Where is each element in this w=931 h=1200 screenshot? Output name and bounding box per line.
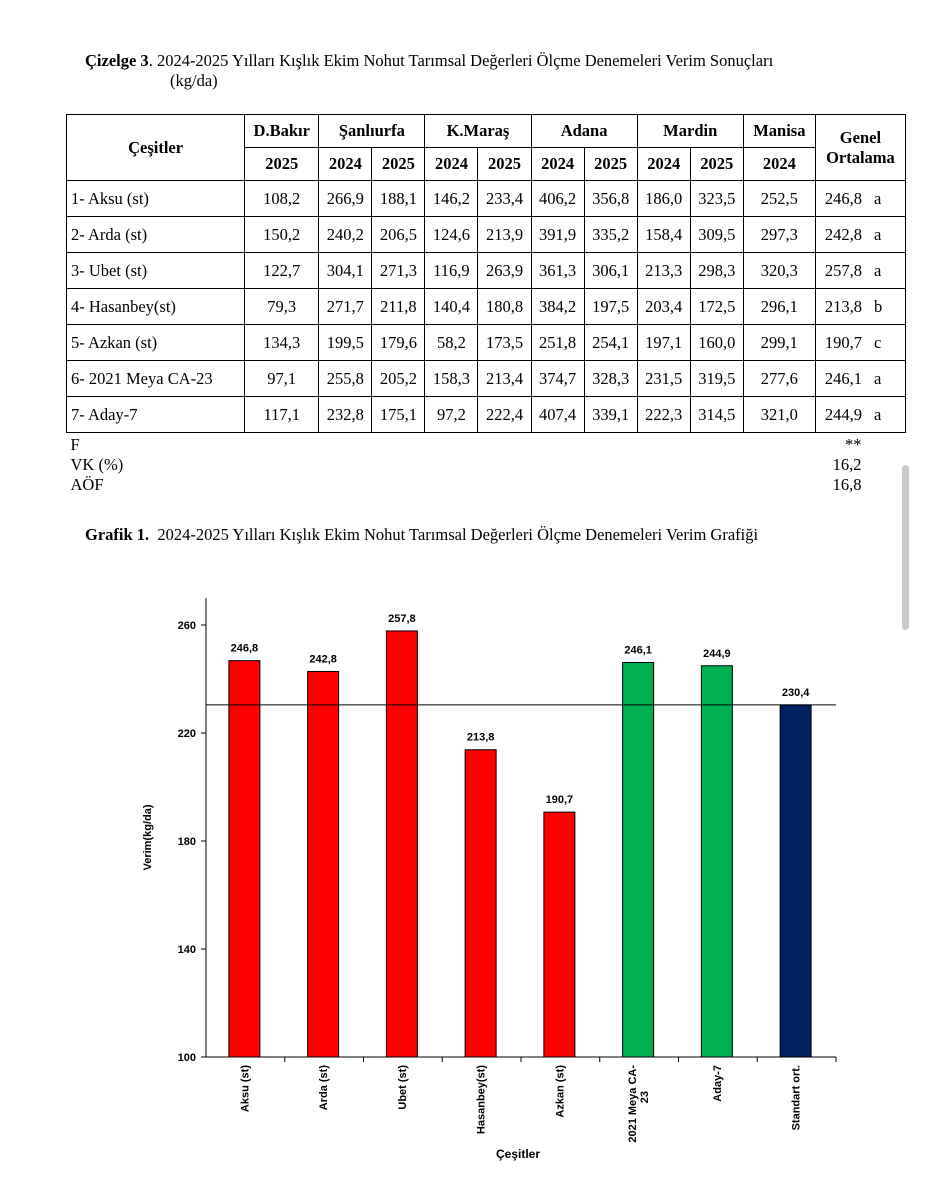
significance-group: a	[873, 368, 882, 388]
significance-group: c	[873, 332, 882, 352]
significance-group: b	[873, 296, 883, 316]
yield-value: 206,5	[372, 217, 425, 253]
yield-value: 213,4	[478, 361, 531, 397]
y-tick-label: 100	[177, 1052, 196, 1064]
yield-value: 319,5	[690, 361, 743, 397]
yield-value: 309,5	[690, 217, 743, 253]
header-year: 2025	[372, 148, 425, 181]
mean-value: 190,7	[824, 332, 862, 352]
yield-value: 361,3	[531, 253, 584, 289]
yield-value: 296,1	[743, 289, 815, 325]
header-location: D.Bakır	[245, 115, 319, 148]
yield-value: 233,4	[478, 181, 531, 217]
bar	[465, 750, 496, 1057]
yield-value: 117,1	[245, 397, 319, 433]
yield-value: 252,5	[743, 181, 815, 217]
yield-value: 222,3	[637, 397, 690, 433]
yield-value: 240,2	[319, 217, 372, 253]
general-mean-cell	[815, 289, 905, 325]
bar	[229, 661, 260, 1057]
general-mean-cell	[815, 181, 905, 217]
yield-value: 321,0	[743, 397, 815, 433]
bar-value-label: 190,7	[545, 794, 574, 807]
stat-value: **	[845, 435, 862, 454]
bar	[386, 631, 417, 1057]
table-row	[67, 325, 906, 361]
table-caption-unit: (kg/da)	[170, 71, 218, 90]
stat-label: F	[70, 435, 80, 454]
yield-value: 97,1	[245, 361, 319, 397]
y-tick-label: 180	[177, 836, 196, 848]
yield-value: 213,3	[637, 253, 690, 289]
yield-value: 122,7	[245, 253, 319, 289]
yield-value: 175,1	[372, 397, 425, 433]
general-mean-cell	[815, 397, 905, 433]
figure-caption	[85, 525, 758, 545]
general-mean-cell	[815, 253, 905, 289]
variety-name: 3- Ubet (st)	[67, 253, 245, 289]
mean-value: 242,8	[824, 224, 862, 244]
header-location: Manisa	[743, 115, 815, 148]
stat-label: AÖF	[70, 475, 104, 494]
header-year: 2025	[245, 148, 319, 181]
general-mean-cell	[815, 217, 905, 253]
yield-value: 277,6	[743, 361, 815, 397]
yield-value: 179,6	[372, 325, 425, 361]
significance-group: a	[873, 188, 882, 208]
yield-value: 134,3	[245, 325, 319, 361]
yield-value: 197,5	[584, 289, 637, 325]
bar-value-label: 257,8	[388, 612, 416, 625]
bar	[701, 666, 732, 1057]
figure-caption-label: Grafik 1.	[85, 525, 150, 544]
yield-value: 339,1	[584, 397, 637, 433]
bar-value-label: 246,8	[230, 642, 259, 655]
yield-table	[66, 114, 906, 497]
bar-value-label: 246,1	[624, 644, 652, 657]
table-row	[67, 217, 906, 253]
y-tick-label: 260	[177, 620, 196, 632]
yield-value: 140,4	[425, 289, 478, 325]
bar	[308, 671, 339, 1057]
variety-name: 5- Azkan (st)	[67, 325, 245, 361]
x-tick-label: Hasanbey(st)	[475, 1065, 488, 1135]
header-location: Şanlıurfa	[319, 115, 425, 148]
significance-group: a	[873, 224, 882, 244]
mean-value: 213,8	[824, 296, 862, 316]
yield-value: 335,2	[584, 217, 637, 253]
header-location: Adana	[531, 115, 637, 148]
stat-value: 16,2	[832, 455, 862, 474]
y-tick-label: 140	[177, 944, 196, 956]
yield-value: 158,4	[637, 217, 690, 253]
yield-value: 197,1	[637, 325, 690, 361]
yield-value: 323,5	[690, 181, 743, 217]
header-variety: Çeşitler	[67, 115, 245, 181]
yield-value: 205,2	[372, 361, 425, 397]
yield-value: 173,5	[478, 325, 531, 361]
y-tick-label: 220	[177, 728, 196, 740]
header-year: 2025	[478, 148, 531, 181]
yield-value: 222,4	[478, 397, 531, 433]
header-year: 2024	[743, 148, 815, 181]
yield-value: 116,9	[425, 253, 478, 289]
yield-value: 231,5	[637, 361, 690, 397]
yield-value: 211,8	[372, 289, 425, 325]
figure-caption-text: 2024-2025 Yılları Kışlık Ekim Nohut Tarımsal Değerleri Ölçme Denemeleri Verim Grafiği	[157, 525, 759, 544]
x-axis-title: Çeşitler	[495, 1147, 541, 1161]
variety-name: 7- Aday-7	[67, 397, 245, 433]
significance-group: a	[873, 404, 882, 424]
variety-name: 2- Arda (st)	[67, 217, 245, 253]
yield-value: 160,0	[690, 325, 743, 361]
yield-value: 271,7	[319, 289, 372, 325]
header-general-mean: Genel Ortalama	[815, 115, 905, 181]
yield-value: 79,3	[245, 289, 319, 325]
yield-value: 97,2	[425, 397, 478, 433]
yield-value: 306,1	[584, 253, 637, 289]
yield-value: 199,5	[319, 325, 372, 361]
bar-value-label: 230,4	[781, 686, 810, 699]
yield-value: 391,9	[531, 217, 584, 253]
header-year: 2025	[584, 148, 637, 181]
yield-value: 180,8	[478, 289, 531, 325]
general-mean-cell	[815, 361, 905, 397]
stat-label: VK (%)	[70, 455, 124, 474]
header-year: 2024	[637, 148, 690, 181]
general-mean-cell	[815, 325, 905, 361]
yield-value: 266,9	[319, 181, 372, 217]
bar-value-label: 242,8	[309, 653, 337, 666]
yield-value: 124,6	[425, 217, 478, 253]
yield-value: 158,3	[425, 361, 478, 397]
bar	[780, 705, 811, 1057]
table-caption-text: . 2024-2025 Yılları Kışlık Ekim Nohut Tarımsal Değerleri Ölçme Denemeleri Verim Sonuçları	[148, 51, 774, 70]
x-tick-label: 2021 Meya CA-23	[627, 1065, 652, 1143]
yield-value: 384,2	[531, 289, 584, 325]
stat-row	[71, 455, 902, 475]
x-tick-label: Aday-7	[711, 1065, 724, 1102]
yield-value: 108,2	[245, 181, 319, 217]
yield-value: 255,8	[319, 361, 372, 397]
yield-value: 271,3	[372, 253, 425, 289]
yield-value: 304,1	[319, 253, 372, 289]
yield-value: 172,5	[690, 289, 743, 325]
x-tick-label: Azkan (st)	[554, 1065, 567, 1118]
table-row	[67, 181, 906, 217]
variety-name: 6- 2021 Meya CA-23	[67, 361, 245, 397]
mean-value: 244,9	[824, 404, 862, 424]
yield-value: 328,3	[584, 361, 637, 397]
yield-bar-chart	[0, 560, 931, 1180]
yield-value: 263,9	[478, 253, 531, 289]
table-row	[67, 253, 906, 289]
stats-block	[67, 433, 906, 497]
yield-value: 232,8	[319, 397, 372, 433]
yield-value: 213,9	[478, 217, 531, 253]
header-year: 2024	[319, 148, 372, 181]
table-row	[67, 397, 906, 433]
x-tick-label: Aksu (st)	[239, 1065, 252, 1113]
mean-value: 257,8	[824, 260, 862, 280]
y-axis-title: Verim(kg/da)	[142, 804, 154, 871]
stat-value: 16,8	[832, 475, 862, 494]
table-row	[67, 361, 906, 397]
header-location: Mardin	[637, 115, 743, 148]
variety-name: 1- Aksu (st)	[67, 181, 245, 217]
table-caption-label: Çizelge 3	[85, 51, 149, 70]
bar	[544, 812, 575, 1057]
yield-value: 297,3	[743, 217, 815, 253]
bar	[623, 663, 654, 1057]
stat-row	[71, 475, 902, 495]
yield-value: 299,1	[743, 325, 815, 361]
header-year: 2024	[531, 148, 584, 181]
bar-value-label: 213,8	[466, 731, 495, 744]
header-location: K.Maraş	[425, 115, 531, 148]
header-year: 2025	[690, 148, 743, 181]
yield-value: 406,2	[531, 181, 584, 217]
x-tick-label: Standart ort.	[790, 1065, 803, 1131]
variety-name: 4- Hasanbey(st)	[67, 289, 245, 325]
yield-value: 320,3	[743, 253, 815, 289]
x-tick-label: Ubet (st)	[396, 1065, 409, 1110]
yield-value: 298,3	[690, 253, 743, 289]
yield-value: 407,4	[531, 397, 584, 433]
stat-row	[71, 435, 902, 455]
table-row	[67, 289, 906, 325]
bar-value-label: 244,9	[703, 647, 731, 660]
yield-value: 254,1	[584, 325, 637, 361]
mean-value: 246,8	[824, 188, 862, 208]
yield-value: 314,5	[690, 397, 743, 433]
yield-value: 356,8	[584, 181, 637, 217]
mean-value: 246,1	[824, 368, 862, 388]
yield-value: 251,8	[531, 325, 584, 361]
yield-value: 58,2	[425, 325, 478, 361]
yield-value: 150,2	[245, 217, 319, 253]
yield-value: 188,1	[372, 181, 425, 217]
x-tick-label: Arda (st)	[318, 1065, 331, 1111]
yield-value: 146,2	[425, 181, 478, 217]
yield-value: 186,0	[637, 181, 690, 217]
header-year: 2024	[425, 148, 478, 181]
yield-value: 374,7	[531, 361, 584, 397]
table-caption	[85, 51, 885, 91]
yield-value: 203,4	[637, 289, 690, 325]
significance-group: a	[873, 260, 882, 280]
